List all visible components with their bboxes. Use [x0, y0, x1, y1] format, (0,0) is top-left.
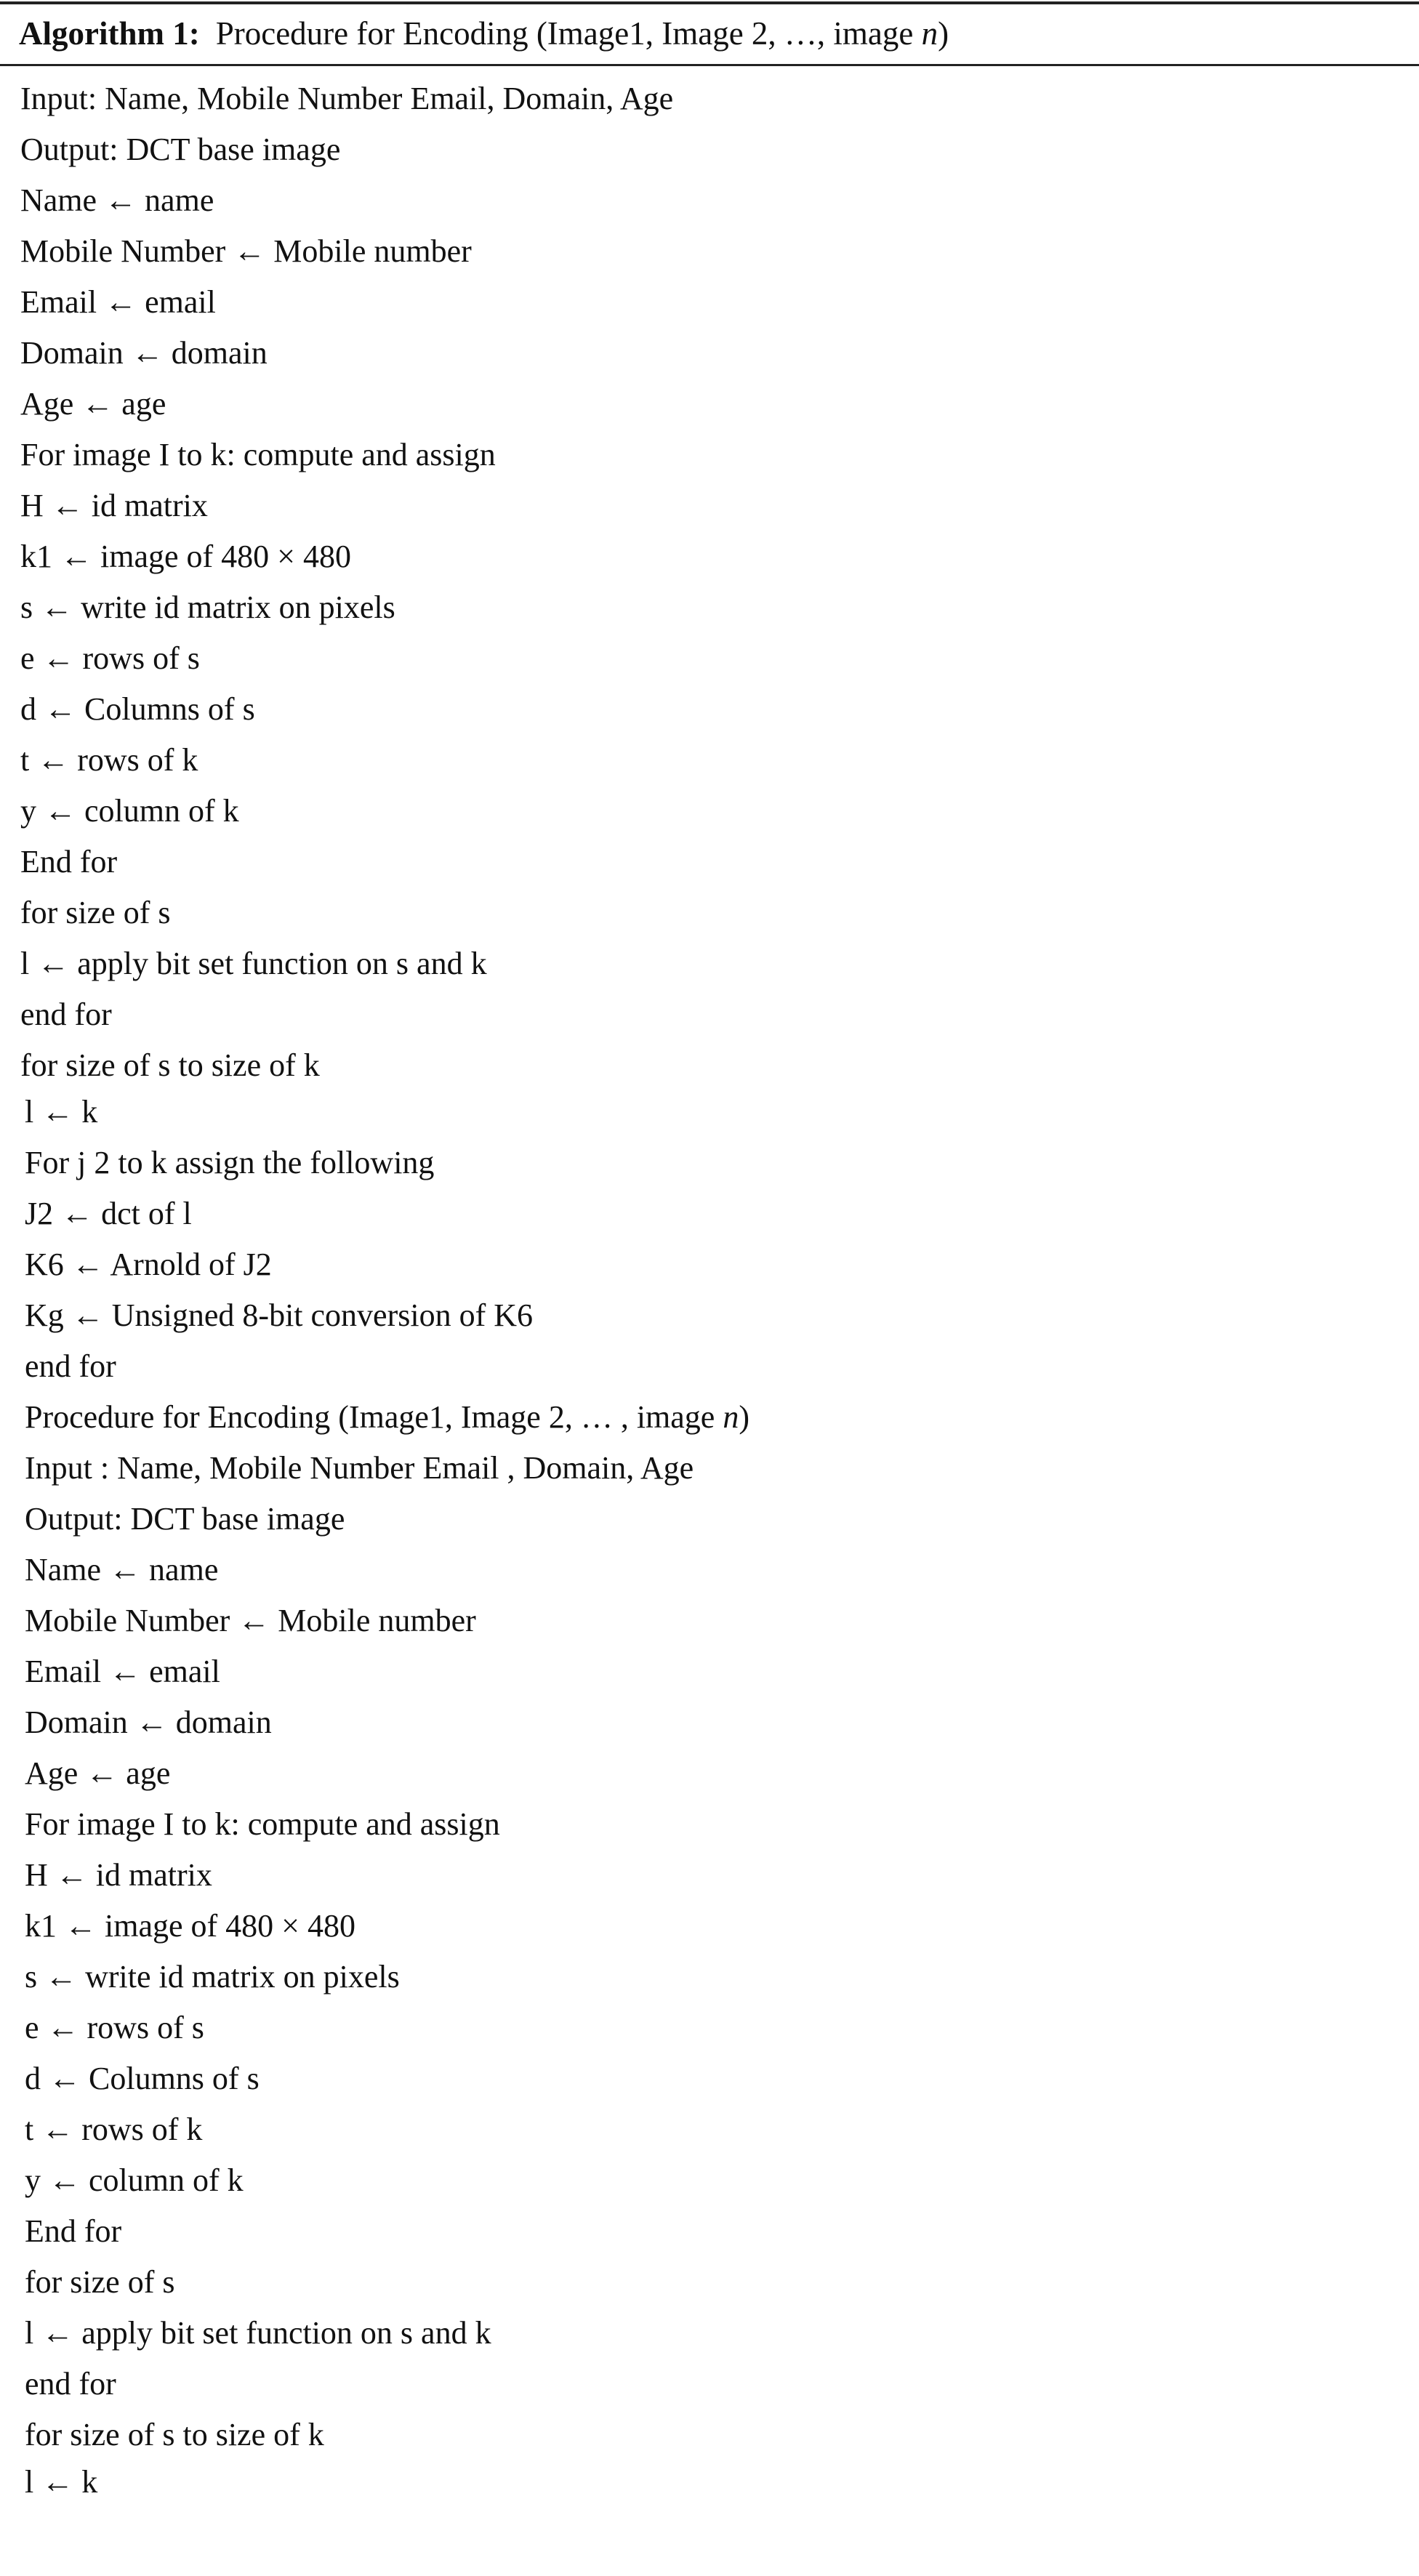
procedure-title-close: ): [739, 1399, 749, 1435]
algorithm-line-text: Output: DCT base image: [25, 1501, 345, 1537]
algorithm-line-text: s ← write id matrix on pixels: [25, 1959, 400, 1995]
algorithm-line-text: for size of s: [20, 895, 171, 930]
algorithm-line-text: end for: [25, 1348, 116, 1384]
algorithm-line: [20, 840, 117, 884]
algorithm-line-text: Input : Name, Mobile Number Email , Domain, Age: [25, 1450, 694, 1486]
algorithm-line: [20, 535, 351, 579]
algorithm-line-text: Age ← age: [20, 386, 166, 422]
algorithm-line: [20, 993, 112, 1037]
algorithm-line-text: J2 ← dct of l: [25, 1196, 192, 1231]
algorithm-line: [25, 2057, 260, 2101]
algorithm-line-text: Mobile Number ← Mobile number: [20, 233, 472, 269]
algorithm-line-text: e ← rows of s: [20, 640, 200, 676]
algorithm-line: [20, 281, 216, 324]
algorithm-line-text: End for: [25, 2213, 122, 2249]
procedure-title-var: n: [723, 1399, 739, 1435]
algorithm-line: [25, 2362, 116, 2406]
algorithm-line-text: t ← rows of k: [20, 742, 198, 778]
algorithm-line-text: Domain ← domain: [25, 1704, 272, 1740]
algorithm-line: [20, 586, 395, 629]
algorithm-line: [25, 1904, 355, 1948]
algorithm-line-text: H ← id matrix: [25, 1857, 212, 1893]
algorithm-line: [20, 688, 255, 731]
algorithm-line: [25, 2210, 121, 2253]
algorithm-line-text: Input: Name, Mobile Number Email, Domain, Age: [20, 81, 674, 116]
algorithm-line-text: end for: [20, 997, 112, 1032]
algorithm-line: [20, 891, 171, 935]
algorithm-line: [25, 2413, 324, 2457]
algorithm-line: [20, 738, 198, 782]
algorithm-line: [25, 1599, 476, 1643]
algorithm-line-text: Mobile Number ← Mobile number: [25, 1603, 476, 1638]
algorithm-line-text: t ← rows of k: [25, 2112, 203, 2147]
algorithm-line: [20, 637, 200, 680]
algorithm-line-text: l ← apply bit set function on s and k: [25, 2315, 491, 2351]
algorithm-line-text: e ← rows of s: [25, 2010, 204, 2045]
algorithm-line-text: k1 ← image of 480 × 480: [20, 539, 351, 574]
algorithm-line-text: H ← id matrix: [20, 488, 208, 523]
algorithm-line: [20, 942, 487, 986]
algorithm-title-suffix: ): [938, 15, 949, 52]
algorithm-line: [20, 789, 239, 833]
algorithm-line: [25, 2108, 202, 2152]
algorithm-line-text: l ← apply bit set function on s and k: [20, 946, 487, 981]
algorithm-line: [25, 1701, 272, 1744]
algorithm-line-text: d ← Columns of s: [20, 691, 255, 727]
algorithm-line-text: Name ← name: [25, 1552, 219, 1587]
algorithm-line: [25, 1955, 400, 1999]
algorithm-line: [25, 1752, 170, 1795]
algorithm-line-text: Name ← name: [20, 182, 214, 218]
algorithm-line: [20, 128, 340, 172]
algorithm-line: [25, 1446, 694, 1490]
algorithm-line-text: end for: [25, 2366, 116, 2402]
algorithm-line: [20, 433, 496, 477]
algorithm-title-var: n: [921, 15, 938, 52]
algorithm-line: [20, 331, 268, 375]
algorithm-line: [20, 484, 208, 528]
algorithm-line: [25, 1853, 212, 1897]
algorithm-line-text: Output: DCT base image: [20, 132, 341, 167]
algorithm-line-text: for size of s to size of k: [25, 2417, 324, 2452]
algorithm-line-text: For image I to k: compute and assign: [25, 1806, 500, 1842]
algorithm-line: [25, 1650, 220, 1694]
algorithm-line-text: y ← column of k: [20, 793, 239, 829]
algorithm-line: [20, 382, 166, 426]
algorithm-line: [25, 1090, 97, 1134]
algorithm-line-text: Email ← email: [20, 284, 216, 320]
algorithm-line: [25, 2460, 97, 2504]
algorithm-line: [25, 1345, 116, 1388]
algorithm-line-text: K6 ← Arnold of J2: [25, 1247, 272, 1282]
algorithm-line: [25, 1243, 272, 1287]
algorithm-line-text: l ← k: [25, 2464, 98, 2500]
algorithm-line: [25, 1294, 533, 1337]
algorithm-title-prefix: Procedure for Encoding (Image1, Image 2, …, image: [215, 15, 922, 52]
algorithm-line: [20, 179, 214, 222]
algorithm-line: [20, 1044, 320, 1087]
algorithm-line: [20, 77, 673, 121]
algorithm-line-text: s ← write id matrix on pixels: [20, 589, 395, 625]
algorithm-line-text: Email ← email: [25, 1654, 220, 1689]
algorithm-line-text: For image I to k: compute and assign: [20, 437, 496, 472]
algorithm-line-text: For j 2 to k assign the following: [25, 1145, 435, 1180]
algorithm-label: Algorithm 1:: [19, 15, 200, 52]
algorithm-line: [25, 2261, 175, 2304]
algorithm-line: [25, 2006, 204, 2050]
algorithm-line-text: Kg ← Unsigned 8-bit conversion of K6: [25, 1297, 534, 1333]
algorithm-line: [20, 230, 472, 273]
algorithm-line: [25, 1548, 218, 1592]
algorithm-line-text: k1 ← image of 480 × 480: [25, 1908, 355, 1944]
algorithm-line-text: l ← k: [25, 1094, 98, 1130]
algorithm-line-text: Domain ← domain: [20, 335, 268, 371]
algorithm-line: [25, 1396, 749, 1439]
algorithm-line-text: y ← column of k: [25, 2162, 244, 2198]
algorithm-line-text: Procedure for Encoding (Image1, Image 2, … , image: [25, 1399, 723, 1435]
algorithm-line: [25, 1192, 192, 1236]
algorithm-line: [25, 2159, 244, 2202]
algorithm-line-text: d ← Columns of s: [25, 2061, 260, 2096]
algorithm-line-text: for size of s to size of k: [20, 1047, 320, 1083]
algorithm-line: [25, 1497, 345, 1541]
algorithm-line-text: for size of s: [25, 2264, 175, 2300]
algorithm-line: [25, 1803, 500, 1846]
algorithm-line-text: End for: [20, 844, 118, 880]
algorithm-line: [25, 1141, 434, 1185]
algorithm-line-text: Age ← age: [25, 1755, 171, 1791]
algorithm-line: [25, 2311, 491, 2355]
